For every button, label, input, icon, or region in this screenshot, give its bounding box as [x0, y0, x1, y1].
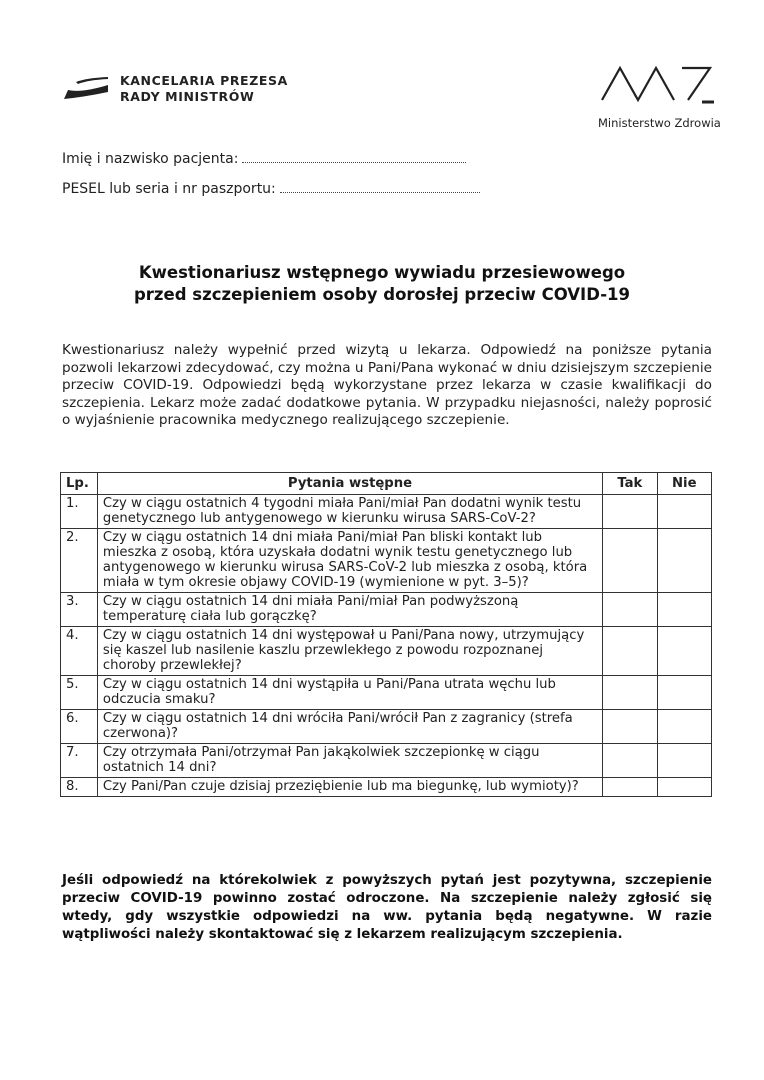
patient-name-row [62, 150, 480, 180]
no-answer-cell[interactable] [657, 529, 711, 593]
ministry-name: Ministerstwo Zdrowia [598, 116, 721, 130]
table-row [61, 676, 712, 710]
row-number: 4. [61, 627, 98, 676]
table-row [61, 495, 712, 529]
no-answer-cell[interactable] [657, 676, 711, 710]
yes-answer-cell[interactable] [603, 627, 657, 676]
pesel-field[interactable] [280, 180, 480, 193]
row-question: Czy Pani/Pan czuje dzisiaj przeziębienie lub ma biegunkę, lub wymioty)? [97, 778, 602, 797]
mz-logo-icon [598, 62, 718, 110]
kprm-logo-icon [62, 73, 110, 103]
mz-header [598, 62, 728, 130]
yes-answer-cell[interactable] [603, 778, 657, 797]
table-row [61, 593, 712, 627]
no-answer-cell[interactable] [657, 744, 711, 778]
header-lp: Lp. [61, 473, 98, 495]
kprm-line-1: KANCELARIA PREZESA [120, 73, 288, 88]
yes-answer-cell[interactable] [603, 593, 657, 627]
row-question: Czy w ciągu ostatnich 4 tygodni miała Pani/miał Pan dodatni wynik testu genetycznego lub antygenowego w kierunku wirusa SARS-CoV-2? [97, 495, 602, 529]
header-question: Pytania wstępne [97, 473, 602, 495]
yes-answer-cell[interactable] [603, 710, 657, 744]
row-question: Czy otrzymała Pani/otrzymał Pan jakąkolwiek szczepionkę w ciągu ostatnich 14 dni? [97, 744, 602, 778]
pesel-label: PESEL lub seria i nr paszportu: [62, 181, 276, 197]
kprm-line-2: RADY MINISTRÓW [120, 89, 255, 104]
yes-answer-cell[interactable] [603, 495, 657, 529]
title-line-1: Kwestionariusz wstępnego wywiadu przesiewowego [138, 263, 626, 282]
row-number: 3. [61, 593, 98, 627]
table-row [61, 778, 712, 797]
pesel-row [62, 180, 480, 210]
row-number: 8. [61, 778, 98, 797]
footer-note: Jeśli odpowiedź na którekolwiek z powyższych pytań jest pozytywna, szczepienie przeciw COVID-19 powinno zostać odroczone. Na szczepienie należy zgłosić się wtedy, gdy wszystkie odpowiedzi na ww. pytania będą negatywne. W razie wątpliwości należy skontaktować się z lekarzem realizującym szczepienia. [62, 873, 712, 942]
table-row [61, 529, 712, 593]
row-question: Czy w ciągu ostatnich 14 dni miała Pani/miał Pan podwyższoną temperaturę ciała lub gorączkę? [97, 593, 602, 627]
row-number: 1. [61, 495, 98, 529]
title-line-2: przed szczepieniem osoby dorosłej przeciw COVID-19 [133, 285, 631, 304]
row-number: 6. [61, 710, 98, 744]
yes-answer-cell[interactable] [603, 676, 657, 710]
kprm-header [62, 73, 288, 105]
row-number: 5. [61, 676, 98, 710]
table-row [61, 744, 712, 778]
row-number: 2. [61, 529, 98, 593]
yes-answer-cell[interactable] [603, 529, 657, 593]
table-row [61, 710, 712, 744]
row-question: Czy w ciągu ostatnich 14 dni występował u Pani/Pana nowy, utrzymujący się kaszel lub nasilenie kaszlu przewlekłego z powodu rozpoznanej choroby przewlekłej? [97, 627, 602, 676]
patient-name-field[interactable] [242, 150, 466, 163]
questionnaire-table [60, 472, 712, 797]
no-answer-cell[interactable] [657, 495, 711, 529]
intro-paragraph: Kwestionariusz należy wypełnić przed wizytą u lekarza. Odpowiedź na poniższe pytania pozwoli lekarzowi zdecydować, czy można u Pani/Pana wykonać w dniu dzisiejszym szczepienie przeciw COVID-19. Odpowiedzi będą wykorzystane przez lekarza w czasie kwalifikacji do szczepienia. Lekarz może zadać dodatkowe pytania. W przypadku niejasności, należy poprosić o wyjaśnienie pracownika medycznego realizującego szczepienie. [62, 342, 712, 428]
row-question: Czy w ciągu ostatnich 14 dni miała Pani/miał Pan bliski kontakt lub mieszka z osobą, która uzyskała dodatni wynik testu genetycznego lub antygenowego w kierunku wirusa SARS-CoV-2 lub mieszka z osobą, która miała w tym okresie objawy COVID-19 (wymienione w pyt. 3–5)? [97, 529, 602, 593]
header-no: Nie [657, 473, 711, 495]
no-answer-cell[interactable] [657, 627, 711, 676]
table-header-row [61, 473, 712, 495]
yes-answer-cell[interactable] [603, 744, 657, 778]
no-answer-cell[interactable] [657, 710, 711, 744]
patient-fields [62, 150, 480, 210]
table-row [61, 627, 712, 676]
kprm-name [120, 73, 288, 105]
document-title [0, 262, 764, 306]
row-question: Czy w ciągu ostatnich 14 dni wystąpiła u Pani/Pana utrata węchu lub odczucia smaku? [97, 676, 602, 710]
no-answer-cell[interactable] [657, 593, 711, 627]
header-yes: Tak [603, 473, 657, 495]
patient-name-label: Imię i nazwisko pacjenta: [62, 151, 239, 167]
no-answer-cell[interactable] [657, 778, 711, 797]
row-number: 7. [61, 744, 98, 778]
row-question: Czy w ciągu ostatnich 14 dni wróciła Pani/wrócił Pan z zagranicy (strefa czerwona)? [97, 710, 602, 744]
